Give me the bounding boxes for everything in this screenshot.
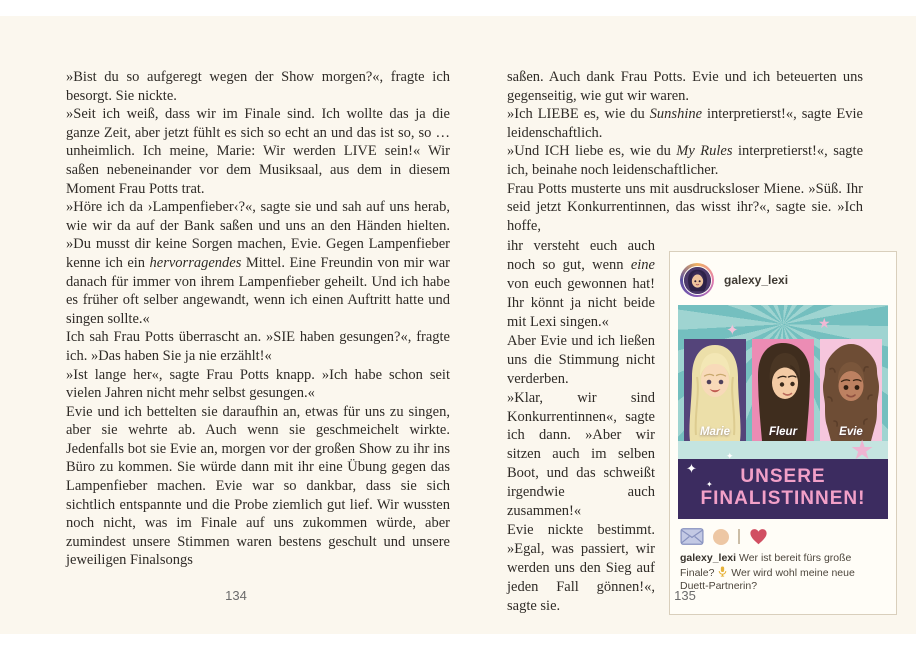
- right-page-text-narrow: [507, 237, 655, 615]
- post-image: [678, 305, 888, 519]
- book-pages-background: [0, 16, 916, 634]
- paragraph: Evie und ich bettelten sie daraufhin an, etwas für uns zu singen, aber sie wehrte ab. Auch wenn sie geschmeichelt wirkte. Jedenfalls bot sie Evie an, morgen vor der großen Show zu ihr ins Büro zu kommen. Sie würde dann mit ihr eine Übung gegen das Lampenfieber machen. Evie war so dankbar, dass sie sich sichtlich entspannte und die Probe ziemlich gut lief. Wir wussten noch nicht, was im Finale auf uns zukommen würde, aber zumindest unsere Stimmen waren bestens geschult und unsere jeweiligen Finalsongs: [66, 403, 450, 569]
- star-decoration: ✦: [686, 462, 697, 478]
- post-actions: [678, 519, 888, 550]
- page-number-right: 135: [674, 588, 696, 603]
- action-separator: [738, 529, 740, 544]
- finalist-name-fleur: Fleur: [768, 426, 798, 439]
- left-page-text: [66, 68, 450, 570]
- star-decoration: ★: [818, 316, 831, 333]
- right-page-text-full: [507, 68, 863, 235]
- caption-text-1: Wer ist bereit fürs große Finale?: [680, 552, 852, 579]
- star-decoration: ✦: [706, 480, 713, 490]
- banner-line-2: FINALISTINNEN!: [700, 488, 866, 510]
- finalist-name-marie: Marie: [699, 426, 731, 439]
- paragraph: »Ist lange her«, sagte Frau Potts knapp. »Ich habe schon seit vielen Jahren nicht mehr selbst gesungen.«: [66, 366, 450, 402]
- finalist-card-fleur: [752, 339, 814, 441]
- paragraph: Ich sah Frau Potts überrascht an. »SIE haben gesungen?«, fragte ich. »Das haben Sie ja nie erzählt!«: [66, 329, 450, 364]
- finalist-name-evie: Evie: [839, 426, 863, 439]
- paragraph: ihr versteht euch auch noch so gut, wenn eine von euch gewonnen hat! Ihr könnt ja nicht beide mit Lexi singen.«: [507, 238, 655, 330]
- star-decoration: ✦: [726, 452, 734, 463]
- caption-username[interactable]: galexy_lexi: [680, 552, 737, 565]
- instagram-post: [669, 251, 897, 615]
- finalists-banner: [678, 459, 888, 519]
- paragraph: »Seit ich weiß, dass wir im Finale sind. Ich wollte das ja die ganze Zeit, aber jetzt fühlt es sich so echt an und das ist so, so … unheimlich. Ich meine, Marie: Wir werden LIVE sein!« Wir saßen nebeneinander vor dem Musiksaal, aus dem in diesem Moment Frau Potts trat.: [66, 106, 450, 197]
- share-envelope-icon[interactable]: [680, 528, 704, 545]
- finalist-card-marie: [684, 339, 746, 441]
- star-decoration: ★: [850, 435, 875, 467]
- avatar[interactable]: [683, 266, 712, 295]
- finalist-card-evie: [820, 339, 882, 441]
- caption-text-2: Wer wird wohl meine neue Duett-Partnerin?: [680, 566, 855, 593]
- story-ring[interactable]: [680, 263, 714, 297]
- paragraph: saßen. Auch dank Frau Potts. Evie und ich beteuerten uns gegenseitig, wie gut wir waren.: [507, 69, 863, 104]
- page-number-left: 134: [225, 588, 247, 603]
- comment-dot-icon[interactable]: [713, 529, 729, 545]
- paragraph: Evie nickte bestimmt. »Egal, was passiert, wir werden uns den Sieg auf jeden Fall gönnen!«, sagte sie.: [507, 521, 655, 614]
- like-heart-icon[interactable]: [749, 528, 768, 545]
- paragraph: »Höre ich da ›Lampenfieber‹?«, sagte sie und sah auf uns herab, wie wir da auf der Bank saßen und uns an den Händen hielten. »Du musst dir keine Sorgen machen, Evie. Gegen Lampenfieber kenne ich ein hervorragendes Mittel. Eine Freundin von mir war danach für immer von ihrem Lampenfieber geheilt. Und ich habe es früher oft selber angewandt, wenn ich einen Auftritt hatte und singen sollte.«: [66, 199, 450, 327]
- banner-line-1: UNSERE: [740, 466, 826, 488]
- star-decoration: ✦: [726, 321, 739, 340]
- paragraph: »Klar, wir sind Konkurrentinnen«, sagte ich dann. »Aber wir sitzen auch im selben Boot, und das schweißt irgendwie auch zusammen!«: [507, 389, 655, 520]
- paragraph: »Und ICH liebe es, wie du My Rules interpretierst!«, sagte ich, beinahe noch leidenschaftlicher.: [507, 143, 864, 178]
- post-header: [678, 260, 888, 305]
- right-page: [507, 68, 899, 615]
- right-page-wrap-row: [507, 237, 899, 615]
- paragraph: »Ich LIEBE es, wie du Sunshine interpretierst!«, sagte Evie leidenschaftlich.: [507, 106, 863, 141]
- microphone-emoji: [717, 567, 731, 579]
- paragraph: »Bist du so aufgeregt wegen der Show morgen?«, fragte ich besorgt. Sie nickte.: [66, 69, 450, 104]
- paragraph: Aber Evie und ich ließen uns die Stimmung nicht verderben.: [507, 332, 655, 387]
- finalist-cards: [678, 339, 888, 441]
- username[interactable]: galexy_lexi: [724, 273, 789, 288]
- paragraph: Frau Potts musterte uns mit ausdrucksloser Miene. »Süß. Ihr seid jetzt Konkurrentinnen, das wisst ihr?«, sagte sie. »Ich hoffe,: [507, 180, 863, 234]
